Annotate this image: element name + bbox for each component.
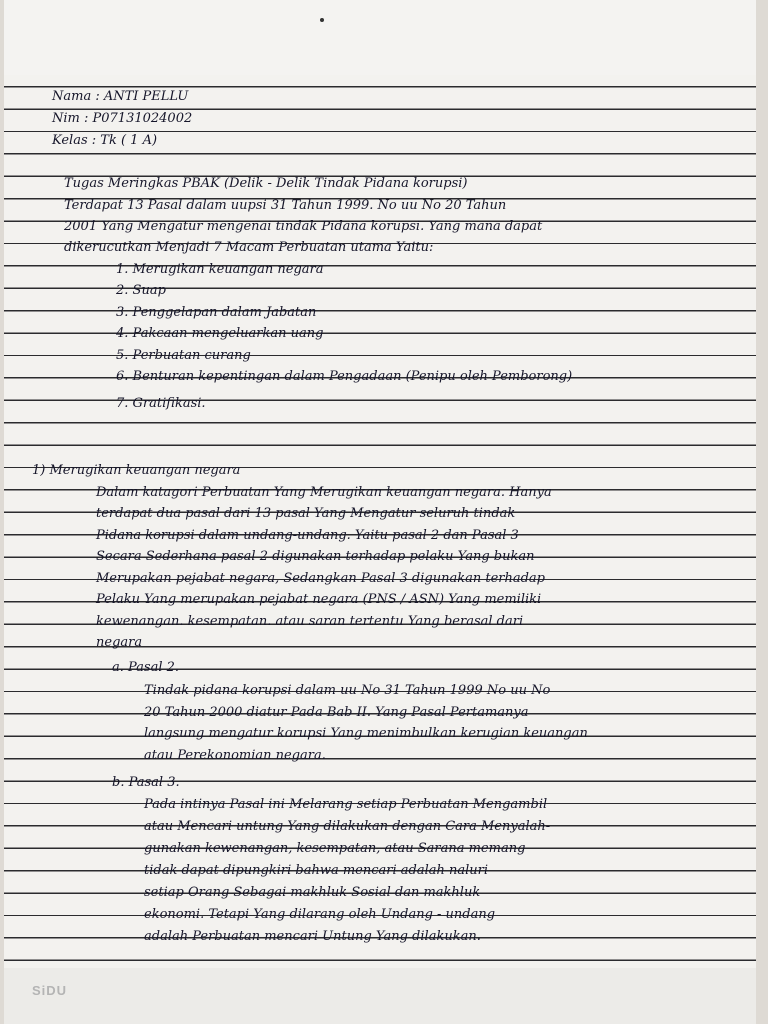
list-item: 1. Merugikan keuangan negara: [116, 262, 324, 277]
list-item: 5. Perbuatan curang: [116, 348, 251, 363]
subsection-b-line: tidak dapat dipungkiri bahwa mencari adalah naluri: [144, 863, 489, 878]
intro-line: dikerucutkan Menjadi 7 Macam Perbuatan utama Yaitu:: [64, 240, 434, 255]
paragraph-line: negara: [96, 635, 143, 650]
ink-dot: [320, 18, 324, 22]
list-item: 7. Gratifikasi.: [116, 396, 206, 411]
subsection-b-label: b. Pasal 3.: [112, 775, 180, 790]
paragraph-line: Dalam katagori Perbuatan Yang Merugikan keuangan negara. Hanya: [96, 485, 552, 500]
name-line: Nama : ANTI PELLU: [52, 89, 189, 104]
subsection-b-line: setiap Orang Sebagai makhluk Sosial dan makhluk: [144, 885, 481, 900]
list-item: 4. Pakcaan mengeluarkan uang: [116, 326, 324, 341]
intro-line: Tugas Meringkas PBAK (Delik - Delik Tindak Pidana korupsi): [64, 176, 468, 191]
subsection-a-line: atau Perekonomian negara.: [144, 748, 326, 763]
intro-line: 2001 Yang Mengatur mengenai tindak Pidana korupsi. Yang mana dapat: [64, 219, 543, 234]
section-heading: 1) Merugikan keuangan negara: [32, 463, 241, 478]
list-item: 3. Penggelapan dalam Jabatan: [116, 305, 317, 320]
paper-top-margin: [4, 0, 756, 75]
paragraph-line: kewenangan. kesempatan. atau saran tertentu Yang berasal dari: [96, 614, 524, 629]
subsection-a-label: a. Pasal 2.: [112, 660, 180, 675]
subsection-b-line: adalah Perbuatan mencari Untung Yang dilakukan.: [144, 929, 481, 944]
class-line: Kelas : Tk ( 1 A): [52, 133, 158, 148]
paragraph-line: Secara Sederhana pasal 2 digunakan terhadap pelaku Yang bukan: [96, 549, 535, 564]
subsection-a-line: langsung mengatur korupsi Yang menimbulkan kerugian keuangan: [144, 726, 588, 741]
paper-bottom-margin: [4, 968, 756, 1024]
paragraph-line: Pidana korupsi dalam undang-undang. Yaitu pasal 2 dan Pasal 3: [96, 528, 519, 543]
paragraph-line: Pelaku Yang merupakan pejabat negara (PNS / ASN) Yang memiliki: [96, 592, 542, 607]
subsection-a-line: Tindak pidana korupsi dalam uu No 31 Tahun 1999 No uu No: [144, 683, 551, 698]
list-item: 2. Suap: [116, 283, 166, 298]
lined-paper-sheet: [4, 0, 756, 1024]
subsection-b-line: atau Mencari untung Yang dilakukan dengan Cara Menyalah-: [144, 819, 551, 834]
list-item: 6. Benturan kepentingan dalam Pengadaan (Penipu oleh Pemborong): [116, 369, 573, 384]
nim-line: Nim : P07131024002: [52, 111, 193, 126]
subsection-b-line: ekonomi. Tetapi Yang dilarang oleh Undang - undang: [144, 907, 496, 922]
intro-line: Terdapat 13 Pasal dalam uupsi 31 Tahun 1999. No uu No 20 Tahun: [64, 198, 507, 213]
paragraph-line: Merupakan pejabat negara, Sedangkan Pasal 3 digunakan terhadap: [96, 571, 545, 586]
subsection-b-line: Pada intinya Pasal ini Melarang setiap Perbuatan Mengambil: [144, 797, 548, 812]
subsection-a-line: 20 Tahun 2000 diatur Pada Bab II. Yang Pasal Pertamanya: [144, 705, 529, 720]
paragraph-line: terdapat dua pasal dari 13 pasal Yang Mengatur seluruh tindak: [96, 506, 516, 521]
subsection-b-line: gunakan kewenangan, kesempatan, atau Sarana memang: [144, 841, 526, 856]
paper-brand-mark: SiDU: [32, 983, 68, 998]
